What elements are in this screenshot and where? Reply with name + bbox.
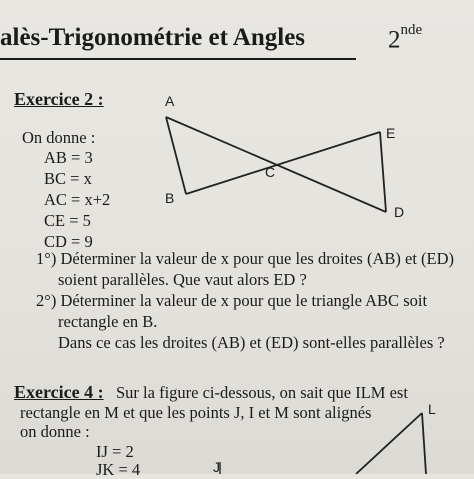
given-ij: IJ = 2 — [96, 442, 134, 461]
point-j-label: J — [213, 459, 220, 475]
question-1-line-1: 1°) Déterminer la valeur de x pour que les droites (AB) et (ED) — [36, 249, 455, 268]
question-2-line-3: Dans ce cas les droites (AB) et (ED) sont-elles parallèles ? — [58, 333, 445, 352]
level-suffix: nde — [400, 22, 423, 38]
question-2-line-1: 2°) Déterminer la valeur de x pour que le triangle ABC soit — [36, 291, 428, 310]
page-title: alès-Trigonométrie et Angles — [0, 24, 306, 51]
question-1-line-2: soient parallèles. Que vaut alors ED ? — [58, 270, 307, 289]
exercise-4-intro-line-3: on donne : — [20, 422, 90, 441]
point-d-label: D — [394, 204, 405, 220]
exercise-4-intro-line-2: rectangle en M et que les points J, I et M sont alignés — [20, 403, 372, 422]
point-c-label: C — [265, 164, 276, 180]
given-jk: JK = 4 — [96, 460, 141, 479]
given-bc: BC = x — [44, 169, 92, 188]
exercise-4-intro-line-1: Sur la figure ci-dessous, on sait que ILM est — [116, 383, 408, 402]
point-l-label: L — [428, 401, 436, 417]
point-b-label: B — [165, 190, 175, 206]
exercise-4-title: Exercice 4 : — [14, 382, 104, 402]
given-cd: CD = 9 — [44, 232, 93, 251]
question-2-line-2: rectangle en B. — [58, 312, 158, 331]
point-e-label: E — [386, 125, 396, 141]
exercise-2-intro: On donne : — [22, 128, 96, 147]
given-ce: CE = 5 — [44, 211, 91, 230]
segment-l-down — [422, 413, 426, 474]
given-ab: AB = 3 — [44, 148, 93, 167]
level-base: 2 — [388, 26, 401, 54]
segment-l-down-left — [356, 413, 422, 474]
exercise-2-title: Exercice 2 : — [14, 89, 104, 109]
point-a-label: A — [165, 93, 175, 109]
given-ac: AC = x+2 — [44, 190, 111, 209]
